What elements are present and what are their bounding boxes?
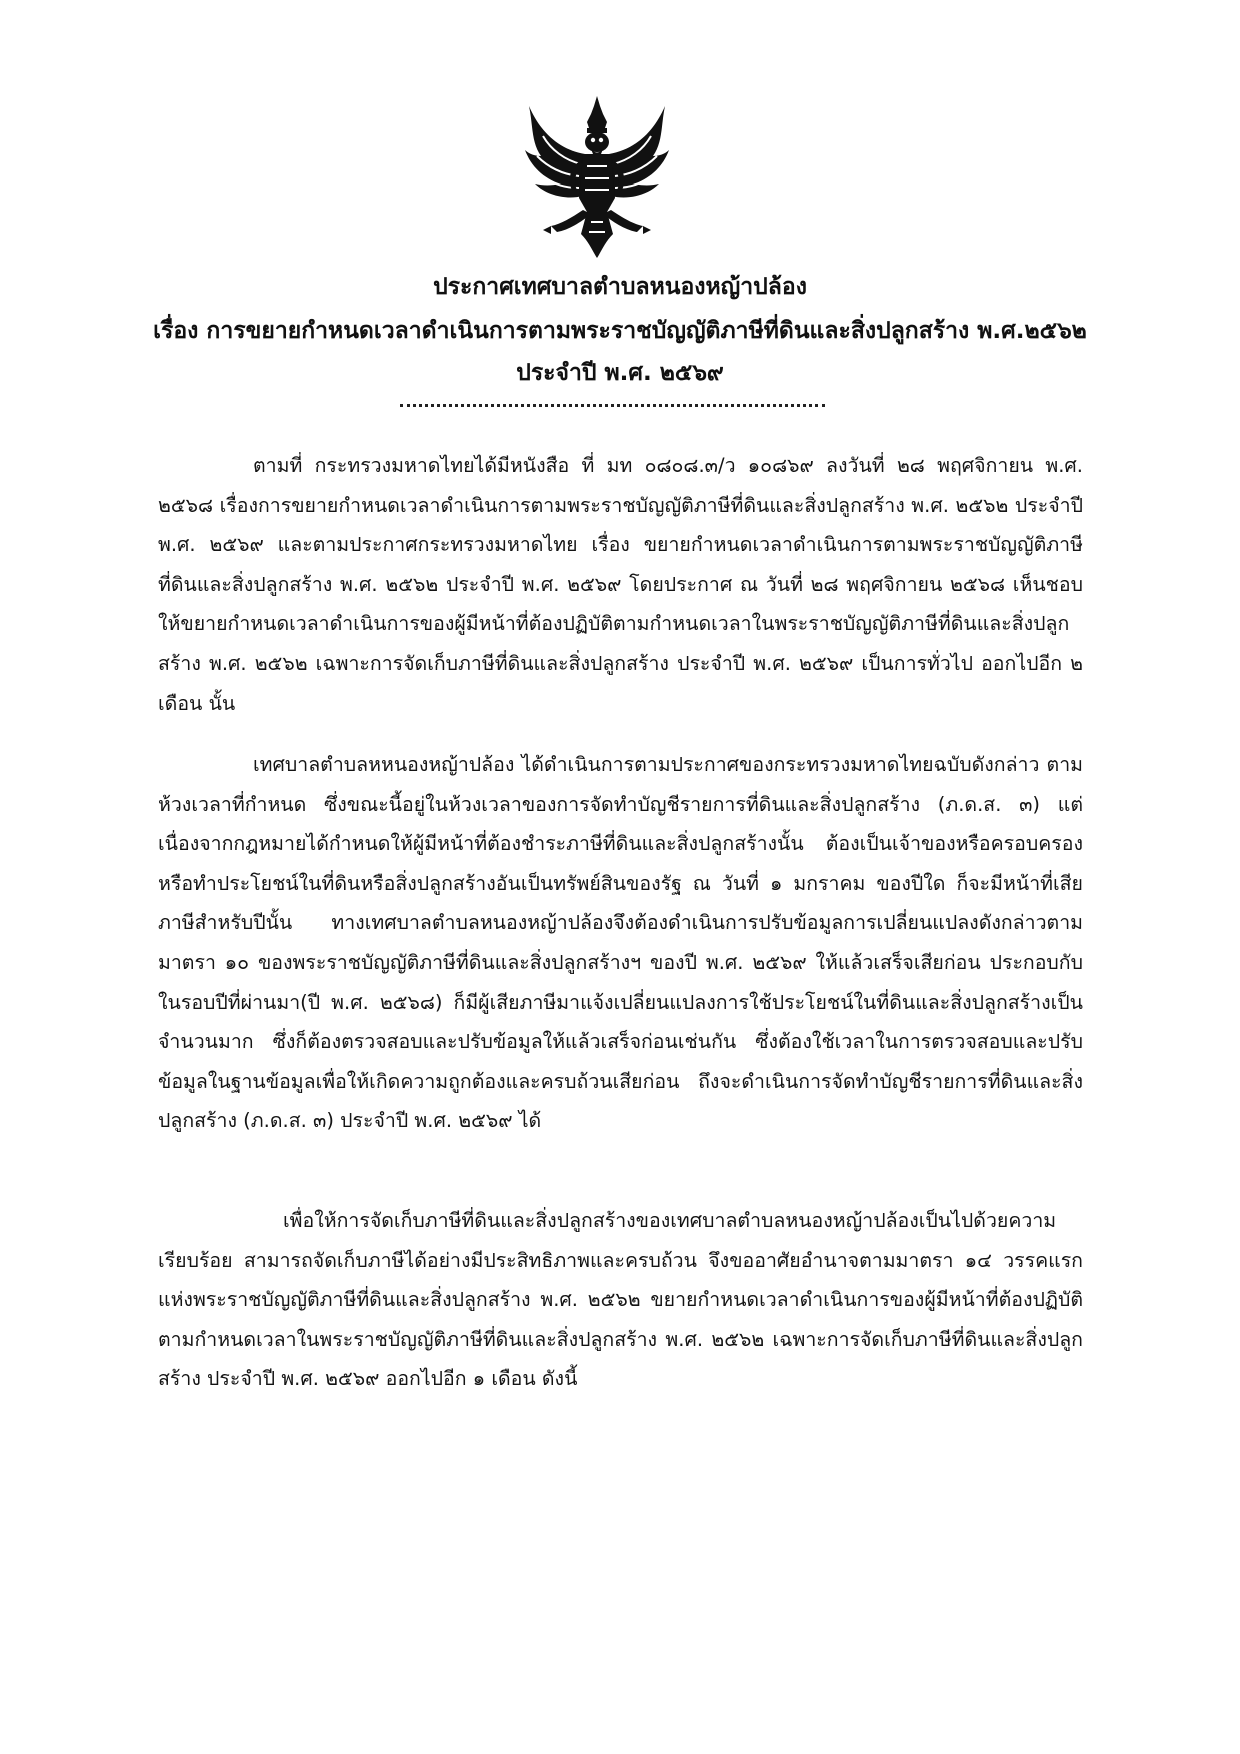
paragraph-text: เพื่อให้การจัดเก็บภาษีที่ดินและสิ่งปลูกสร้างของเทศบาลตำบลหนองหญ้าปล้องเป็นไปด้วยความเรียบร้อย สามารถจัดเก็บภาษีได้อย่างมีประสิทธิภาพและครบถ้วน จึงขออาศัยอำนาจตามมาตรา ๑๔ วรรคแรก แห่งพระราชบัญญัติภาษีที่ดินและสิ่งปลูกสร้าง พ.ศ. ๒๕๖๒ ขยายกำหนดเวลาดำเนินการของผู้มีหน้าที่ต้องปฏิบัติตามกำหนดเวลาในพระราชบัญญัติภาษีที่ดินและสิ่งปลูกสร้าง พ.ศ. ๒๕๖๒ เฉพาะการจัดเก็บภาษีที่ดินและสิ่งปลูกสร้าง ประจำปี พ.ศ. ๒๕๖๙ ออกไปอีก ๑ เดือน ดังนี้ — [158, 1209, 1083, 1391]
period-title: ประจำปี พ.ศ. ๒๕๖๙ — [516, 360, 724, 386]
issuer-title: ประกาศเทศบาลตำบลหนองหญ้าปล้อง — [433, 274, 807, 300]
paragraph-text: ตามที่ กระทรวงมหาดไทยได้มีหนังสือ ที่ มท ๐๘๐๘.๓/ว ๑๐๘๖๙ ลงวันที่ ๒๘ พฤศจิกายน พ.ศ. ๒๕๖๘ เรื่องการขยายกำหนดเวลาดำเนินการตามพระราชบัญญัติภาษีที่ดินและสิ่งปลูกสร้าง พ.ศ. ๒๕๖๒ ประจำปี พ.ศ. ๒๕๖๙ และตามประกาศกระทรวงมหาดไทย เรื่อง ขยายกำหนดเวลาดำเนินการตามพระราชบัญญัติภาษีที่ดินและสิ่งปลูกสร้าง พ.ศ. ๒๕๖๒ ประจำปี พ.ศ. ๒๕๖๙ โดยประกาศ ณ วันที่ ๒๘ พฤศจิกายน ๒๕๖๘ เห็นชอบให้ขยายกำหนดเวลาดำเนินการของผู้มีหน้าที่ต้องปฏิบัติตามกำหนดเวลาในพระราชบัญญัติภาษีที่ดินและสิ่งปลูกสร้าง พ.ศ. ๒๕๖๒ เฉพาะการจัดเก็บภาษีที่ดินและสิ่งปลูกสร้าง ประจำปี พ.ศ. ๒๕๖๙ เป็นการทั่วไป ออกไปอีก ๒ เดือน นั้น — [158, 454, 1083, 715]
heading-divider — [400, 404, 825, 407]
paragraph-text: เทศบาลตำบลหหนองหญ้าปล้อง ได้ดำเนินการตามประกาศของกระทรวงมหาดไทยฉบับดังกล่าว ตามห้วงเวลาที่กำหนด ซึ่งขณะนี้อยู่ในห้วงเวลาของการจัดทำบัญชีรายการที่ดินและสิ่งปลูกสร้าง (ภ.ด.ส. ๓) แต่เนื่องจากกฎหมายได้กำหนดให้ผู้มีหน้าที่ต้องชำระภาษีที่ดินและสิ่งปลูกสร้างนั้น ต้องเป็นเจ้าของหรือครอบครองหรือทำประโยชน์ในที่ดินหรือสิ่งปลูกสร้างอันเป็นทรัพย์สินของรัฐ ณ วันที่ ๑ มกราคม ของปีใด ก็จะมีหน้าที่เสียภาษีสำหรับปีนั้น ทางเทศบาลตำบลหนองหญ้าปล้องจึงต้องดำเนินการปรับข้อมูลการเปลี่ยนแปลงดังกล่าวตาม มาตรา ๑๐ ของพระราชบัญญัติภาษีที่ดินและสิ่งปลูกสร้างฯ ของปี พ.ศ. ๒๕๖๙ ให้แล้วเสร็จเสียก่อน ประกอบกับในรอบปีที่ผ่านมา(ปี พ.ศ. ๒๕๖๘) ก็มีผู้เสียภาษีมาแจ้งเปลี่ยนแปลงการใช้ประโยชน์ในที่ดินและสิ่งปลูกสร้างเป็นจำนวนมาก ซึ่งก็ต้องตรวจสอบและปรับข้อมูลให้แล้วเสร็จก่อนเช่นกัน ซึ่งต้องใช้เวลาในการตรวจสอบและปรับข้อมูลในฐานข้อมูลเพื่อให้เกิดความถูกต้องและครบถ้วนเสียก่อน ถึงจะดำเนินการจัดทำบัญชีรายการที่ดินและสิ่งปลูกสร้าง (ภ.ด.ส. ๓) ประจำปี พ.ศ. ๒๕๖๙ ได้ — [158, 753, 1083, 1133]
body-paragraph-1 — [158, 446, 1083, 723]
garuda-emblem-icon — [521, 94, 673, 260]
body-paragraph-2 — [158, 745, 1083, 1141]
subject-title: เรื่อง การขยายกำหนดเวลาดำเนินการตามพระราชบัญญัติภาษีที่ดินและสิ่งปลูกสร้าง พ.ศ.๒๕๖๒ — [153, 318, 1087, 344]
body-paragraph-3 — [158, 1201, 1083, 1399]
